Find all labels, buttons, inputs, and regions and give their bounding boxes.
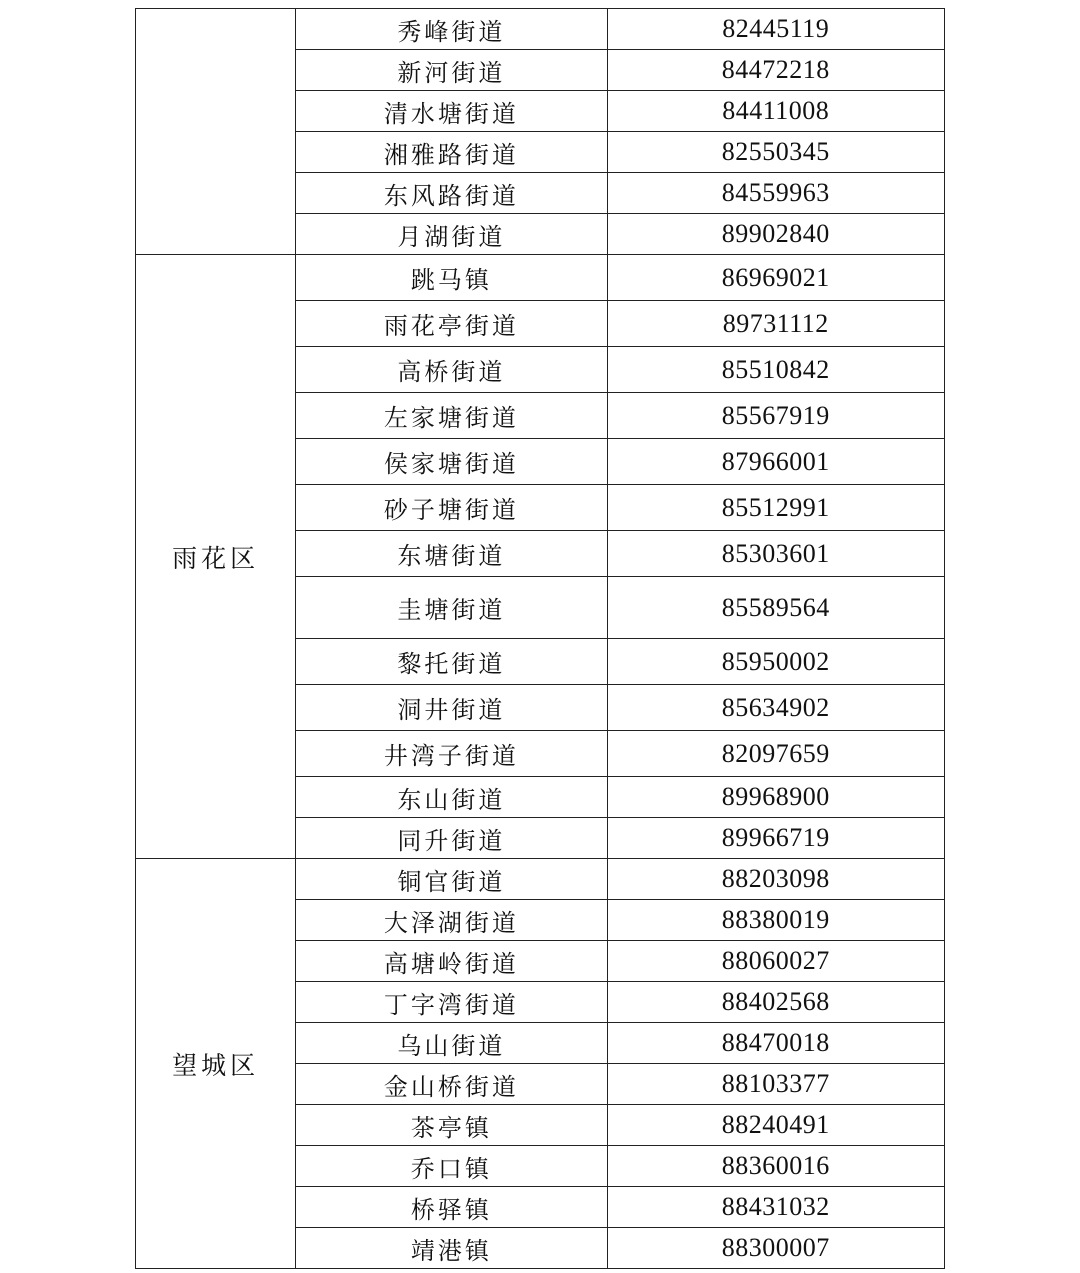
table-row bbox=[136, 255, 945, 301]
street-name-cell: 侯家塘街道 bbox=[296, 439, 607, 485]
street-name-cell: 月湖街道 bbox=[296, 214, 607, 255]
phone-number-cell: 88060027 bbox=[607, 941, 944, 982]
phone-number-cell: 84559963 bbox=[607, 173, 944, 214]
street-name-cell: 东塘街道 bbox=[296, 531, 607, 577]
street-name-cell: 桥驿镇 bbox=[296, 1187, 607, 1228]
table-row bbox=[136, 859, 945, 900]
street-name-cell: 秀峰街道 bbox=[296, 9, 607, 50]
phone-number-cell: 88470018 bbox=[607, 1023, 944, 1064]
phone-number-cell: 88203098 bbox=[607, 859, 944, 900]
table-row bbox=[136, 9, 945, 50]
street-name-cell: 左家塘街道 bbox=[296, 393, 607, 439]
phone-number-cell: 84472218 bbox=[607, 50, 944, 91]
street-name-cell: 乔口镇 bbox=[296, 1146, 607, 1187]
phone-number-cell: 88402568 bbox=[607, 982, 944, 1023]
phone-number-cell: 89966719 bbox=[607, 818, 944, 859]
district-cell: 望城区 bbox=[136, 859, 296, 1269]
phone-number-cell: 88300007 bbox=[607, 1228, 944, 1269]
phone-number-cell: 82550345 bbox=[607, 132, 944, 173]
street-name-cell: 洞井街道 bbox=[296, 685, 607, 731]
phone-number-cell: 89731112 bbox=[607, 301, 944, 347]
street-name-cell: 高桥街道 bbox=[296, 347, 607, 393]
phone-number-cell: 85303601 bbox=[607, 531, 944, 577]
street-name-cell: 高塘岭街道 bbox=[296, 941, 607, 982]
contact-table bbox=[135, 8, 945, 1269]
street-name-cell: 雨花亭街道 bbox=[296, 301, 607, 347]
street-name-cell: 砂子塘街道 bbox=[296, 485, 607, 531]
phone-number-cell: 85510842 bbox=[607, 347, 944, 393]
phone-number-cell: 85634902 bbox=[607, 685, 944, 731]
street-name-cell: 井湾子街道 bbox=[296, 731, 607, 777]
phone-number-cell: 87966001 bbox=[607, 439, 944, 485]
street-name-cell: 同升街道 bbox=[296, 818, 607, 859]
street-name-cell: 清水塘街道 bbox=[296, 91, 607, 132]
street-name-cell: 圭塘街道 bbox=[296, 577, 607, 639]
street-name-cell: 东风路街道 bbox=[296, 173, 607, 214]
phone-number-cell: 85589564 bbox=[607, 577, 944, 639]
phone-number-cell: 84411008 bbox=[607, 91, 944, 132]
street-name-cell: 铜官街道 bbox=[296, 859, 607, 900]
street-name-cell: 大泽湖街道 bbox=[296, 900, 607, 941]
phone-number-cell: 89902840 bbox=[607, 214, 944, 255]
street-name-cell: 茶亭镇 bbox=[296, 1105, 607, 1146]
phone-number-cell: 88380019 bbox=[607, 900, 944, 941]
phone-number-cell: 82445119 bbox=[607, 9, 944, 50]
street-name-cell: 东山街道 bbox=[296, 777, 607, 818]
phone-number-cell: 86969021 bbox=[607, 255, 944, 301]
contact-table-body bbox=[136, 9, 945, 1269]
street-name-cell: 丁字湾街道 bbox=[296, 982, 607, 1023]
phone-number-cell: 88103377 bbox=[607, 1064, 944, 1105]
phone-number-cell: 89968900 bbox=[607, 777, 944, 818]
street-name-cell: 金山桥街道 bbox=[296, 1064, 607, 1105]
phone-number-cell: 88240491 bbox=[607, 1105, 944, 1146]
street-name-cell: 黎托街道 bbox=[296, 639, 607, 685]
phone-number-cell: 85512991 bbox=[607, 485, 944, 531]
phone-number-cell: 88360016 bbox=[607, 1146, 944, 1187]
street-name-cell: 靖港镇 bbox=[296, 1228, 607, 1269]
street-name-cell: 湘雅路街道 bbox=[296, 132, 607, 173]
street-name-cell: 跳马镇 bbox=[296, 255, 607, 301]
phone-number-cell: 85950002 bbox=[607, 639, 944, 685]
district-cell: 雨花区 bbox=[136, 255, 296, 859]
street-name-cell: 新河街道 bbox=[296, 50, 607, 91]
district-cell bbox=[136, 9, 296, 255]
phone-number-cell: 85567919 bbox=[607, 393, 944, 439]
street-name-cell: 乌山街道 bbox=[296, 1023, 607, 1064]
phone-number-cell: 82097659 bbox=[607, 731, 944, 777]
phone-number-cell: 88431032 bbox=[607, 1187, 944, 1228]
